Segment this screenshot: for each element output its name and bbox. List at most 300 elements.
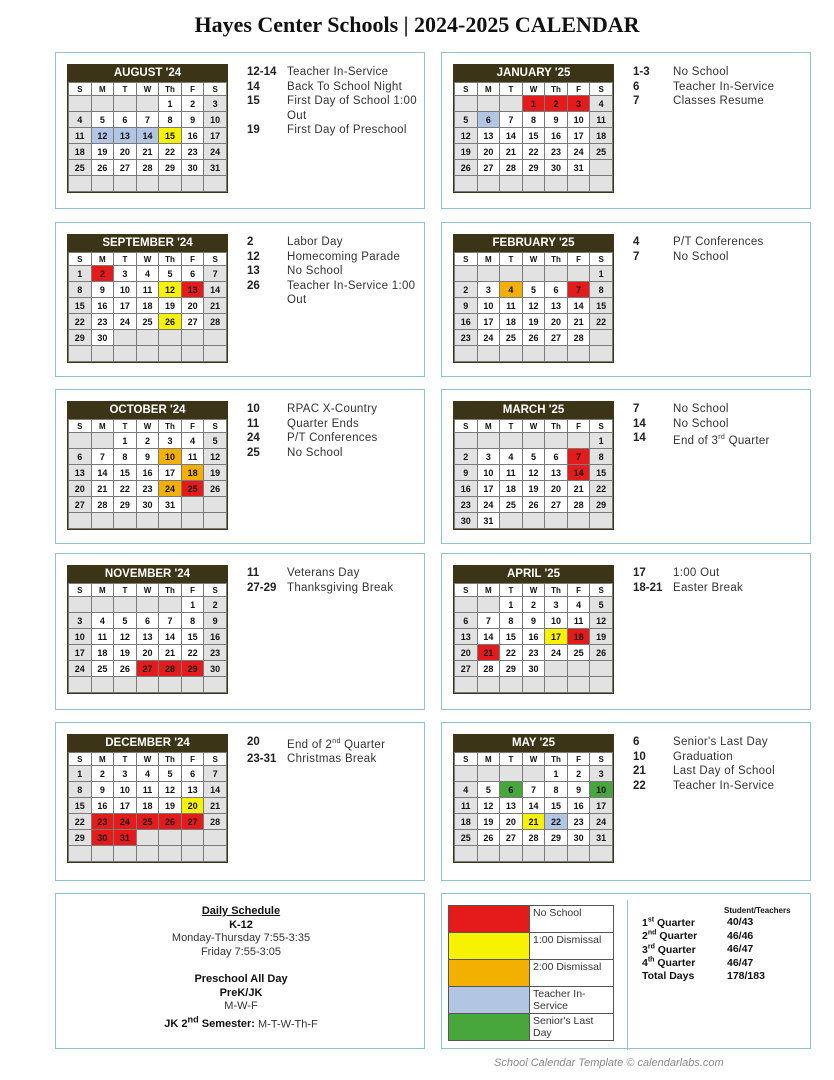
day-cell: 1 xyxy=(159,96,182,112)
empty-cell xyxy=(545,266,568,282)
day-cell: 18 xyxy=(590,128,613,144)
month-events xyxy=(247,65,427,138)
event-row xyxy=(247,279,427,308)
day-cell: 18 xyxy=(500,314,523,330)
event-row xyxy=(633,65,813,80)
day-cell: 13 xyxy=(181,282,204,298)
month-title: DECEMBER '24 xyxy=(68,735,227,752)
empty-cell xyxy=(159,330,182,346)
legend-label: 1:00 Dismissal xyxy=(530,933,614,960)
weekday-header: W xyxy=(136,584,159,597)
day-cell: 9 xyxy=(455,298,478,314)
empty-cell xyxy=(136,677,159,693)
empty-cell xyxy=(136,330,159,346)
event-date: 10 xyxy=(633,750,646,763)
empty-cell xyxy=(204,846,227,862)
empty-cell xyxy=(590,677,613,693)
daily-schedule xyxy=(56,905,426,1032)
day-cell: 4 xyxy=(590,96,613,112)
event-text: Back To School Night xyxy=(287,80,403,93)
day-cell: 20 xyxy=(545,481,568,497)
schedule-grade: K-12 xyxy=(229,918,253,931)
day-cell: 11 xyxy=(500,465,523,481)
day-cell: 21 xyxy=(204,798,227,814)
event-date: 4 xyxy=(633,236,640,248)
empty-cell xyxy=(69,433,92,449)
day-cell: 11 xyxy=(590,112,613,128)
weekday-header: F xyxy=(567,253,590,266)
day-cell: 28 xyxy=(91,497,114,513)
day-cell: 3 xyxy=(159,433,182,449)
day-cell: 22 xyxy=(590,481,613,497)
weekday-header: S xyxy=(590,420,613,433)
weekday-header: Th xyxy=(159,584,182,597)
day-cell: 23 xyxy=(91,314,114,330)
schedule-preschool: Preschool All Day xyxy=(194,973,288,985)
empty-cell xyxy=(477,176,500,192)
day-cell: 24 xyxy=(477,497,500,513)
day-cell: 19 xyxy=(204,465,227,481)
day-cell: 19 xyxy=(522,314,545,330)
day-cell: 27 xyxy=(114,160,137,176)
day-cell: 8 xyxy=(590,449,613,465)
day-cell: 5 xyxy=(159,766,182,782)
empty-cell xyxy=(159,597,182,613)
event-date: 12-14 xyxy=(247,66,277,78)
event-date: 1-3 xyxy=(633,66,650,78)
day-cell: 16 xyxy=(545,128,568,144)
day-cell: 19 xyxy=(477,814,500,830)
day-cell: 14 xyxy=(567,298,590,314)
day-cell: 29 xyxy=(590,497,613,513)
day-cell: 16 xyxy=(567,798,590,814)
legend-label: No School xyxy=(530,906,614,933)
event-date: 6 xyxy=(633,80,640,93)
empty-cell xyxy=(114,846,137,862)
day-cell: 11 xyxy=(500,298,523,314)
event-row xyxy=(247,123,427,138)
event-text: 1:00 Out xyxy=(673,567,720,579)
day-cell: 12 xyxy=(590,613,613,629)
event-row xyxy=(247,581,427,596)
event-row xyxy=(633,402,813,417)
legend-swatch xyxy=(449,1014,530,1041)
empty-cell xyxy=(91,176,114,192)
day-cell: 1 xyxy=(522,96,545,112)
day-cell: 17 xyxy=(114,798,137,814)
month-box xyxy=(441,389,811,544)
day-cell: 8 xyxy=(590,282,613,298)
day-cell: 21 xyxy=(204,298,227,314)
weekday-header: T xyxy=(114,420,137,433)
event-row xyxy=(247,402,427,417)
empty-cell xyxy=(181,677,204,693)
day-cell: 25 xyxy=(136,314,159,330)
weekday-header: T xyxy=(500,584,523,597)
day-cell: 23 xyxy=(136,481,159,497)
event-row xyxy=(247,566,427,581)
day-cell: 25 xyxy=(181,481,204,497)
day-cell: 17 xyxy=(159,465,182,481)
month-calendar xyxy=(67,565,228,694)
empty-cell xyxy=(204,330,227,346)
weekday-header: F xyxy=(181,584,204,597)
stats-row xyxy=(642,970,765,982)
weekday-header: Th xyxy=(545,83,568,96)
empty-cell xyxy=(91,513,114,529)
empty-cell xyxy=(181,330,204,346)
month-calendar xyxy=(453,734,614,863)
day-cell: 22 xyxy=(522,144,545,160)
empty-cell xyxy=(567,176,590,192)
empty-cell xyxy=(114,346,137,362)
event-date: 7 xyxy=(633,403,640,415)
day-cell: 2 xyxy=(136,433,159,449)
empty-cell xyxy=(91,677,114,693)
day-cell: 2 xyxy=(545,96,568,112)
day-cell: 11 xyxy=(136,282,159,298)
day-cell: 3 xyxy=(114,766,137,782)
empty-cell xyxy=(545,846,568,862)
day-cell: 28 xyxy=(159,661,182,677)
weekday-header: M xyxy=(477,584,500,597)
month-box xyxy=(55,553,425,710)
day-cell: 13 xyxy=(500,798,523,814)
weekday-header: F xyxy=(567,753,590,766)
day-cell: 27 xyxy=(181,814,204,830)
event-date: 10 xyxy=(247,403,260,415)
event-row xyxy=(633,431,813,448)
empty-cell xyxy=(204,830,227,846)
empty-cell xyxy=(114,330,137,346)
event-text: No School xyxy=(287,446,343,459)
empty-cell xyxy=(590,176,613,192)
event-row xyxy=(247,431,427,446)
day-cell: 27 xyxy=(545,330,568,346)
day-cell: 8 xyxy=(181,613,204,629)
empty-cell xyxy=(545,346,568,362)
day-cell: 13 xyxy=(69,465,92,481)
weekday-header: F xyxy=(181,753,204,766)
event-date: 27-29 xyxy=(247,581,277,594)
day-cell: 10 xyxy=(545,613,568,629)
day-cell: 22 xyxy=(545,814,568,830)
day-cell: 12 xyxy=(159,282,182,298)
month-calendar xyxy=(453,401,614,530)
event-text: Christmas Break xyxy=(287,753,377,766)
day-cell: 15 xyxy=(522,128,545,144)
day-cell: 15 xyxy=(590,465,613,481)
weekday-header: S xyxy=(69,253,92,266)
day-cell: 4 xyxy=(69,112,92,128)
day-cell: 24 xyxy=(477,330,500,346)
day-cell: 24 xyxy=(69,661,92,677)
weekday-header: S xyxy=(590,584,613,597)
day-cell: 14 xyxy=(204,282,227,298)
event-date: 12 xyxy=(247,250,260,263)
day-cell: 15 xyxy=(500,629,523,645)
day-cell: 3 xyxy=(114,266,137,282)
empty-cell xyxy=(69,846,92,862)
day-cell: 26 xyxy=(455,160,478,176)
day-cell: 17 xyxy=(204,128,227,144)
weekday-header: F xyxy=(181,253,204,266)
empty-cell xyxy=(500,96,523,112)
schedule-jk-days: M-T-W-Th-F xyxy=(258,1018,318,1031)
day-cell: 20 xyxy=(69,481,92,497)
day-cell: 17 xyxy=(567,128,590,144)
empty-cell xyxy=(477,597,500,613)
day-cell: 23 xyxy=(181,144,204,160)
legend-swatch xyxy=(449,987,530,1014)
month-box xyxy=(55,722,425,881)
day-cell: 4 xyxy=(455,782,478,798)
month-box xyxy=(55,222,425,377)
day-cell: 15 xyxy=(114,465,137,481)
day-cell: 11 xyxy=(181,449,204,465)
day-cell: 28 xyxy=(567,497,590,513)
day-cell: 25 xyxy=(91,661,114,677)
weekday-header: Th xyxy=(159,753,182,766)
event-date: 20 xyxy=(247,736,260,748)
weekday-header: S xyxy=(455,584,478,597)
event-row xyxy=(247,264,427,279)
day-cell: 20 xyxy=(181,298,204,314)
stats-label: 4th Quarter xyxy=(642,956,696,969)
weekday-header: T xyxy=(114,83,137,96)
day-cell: 14 xyxy=(567,465,590,481)
event-date: 22 xyxy=(633,779,646,792)
empty-cell xyxy=(477,266,500,282)
day-cell: 2 xyxy=(522,597,545,613)
color-legend xyxy=(448,905,614,1041)
day-cell: 25 xyxy=(136,814,159,830)
legend-box xyxy=(441,893,811,1049)
event-row xyxy=(633,250,813,265)
weekday-header: S xyxy=(69,420,92,433)
day-cell: 23 xyxy=(91,814,114,830)
day-cell: 6 xyxy=(455,613,478,629)
event-text: Teacher In-Service xyxy=(673,80,775,93)
day-cell: 26 xyxy=(204,481,227,497)
day-cell: 8 xyxy=(114,449,137,465)
empty-cell xyxy=(91,96,114,112)
day-cell: 6 xyxy=(69,449,92,465)
empty-cell xyxy=(159,346,182,362)
event-text: No School xyxy=(287,265,343,277)
day-cell: 14 xyxy=(522,798,545,814)
empty-cell xyxy=(91,846,114,862)
day-cell: 23 xyxy=(455,497,478,513)
day-cell: 5 xyxy=(522,449,545,465)
month-box xyxy=(441,222,811,377)
day-cell: 18 xyxy=(136,798,159,814)
day-cell: 16 xyxy=(522,629,545,645)
legend-label: Senior's Last Day xyxy=(530,1014,614,1041)
day-cell: 2 xyxy=(91,266,114,282)
day-cell: 10 xyxy=(159,449,182,465)
month-events xyxy=(633,65,813,109)
day-cell: 7 xyxy=(567,449,590,465)
day-cell: 20 xyxy=(545,314,568,330)
empty-cell xyxy=(545,176,568,192)
empty-cell xyxy=(500,346,523,362)
day-cell: 11 xyxy=(136,782,159,798)
day-cell: 13 xyxy=(545,298,568,314)
day-cell: 25 xyxy=(567,645,590,661)
event-date: 2 xyxy=(247,236,254,248)
day-cell: 8 xyxy=(522,112,545,128)
day-cell: 8 xyxy=(500,613,523,629)
day-cell: 19 xyxy=(522,481,545,497)
empty-cell xyxy=(522,846,545,862)
empty-cell xyxy=(181,497,204,513)
empty-cell xyxy=(136,830,159,846)
empty-cell xyxy=(500,846,523,862)
day-cell: 26 xyxy=(159,314,182,330)
month-calendar xyxy=(67,734,228,863)
weekday-header: F xyxy=(181,83,204,96)
month-title: JANUARY '25 xyxy=(454,65,613,82)
legend-divider xyxy=(627,900,628,1050)
day-cell: 29 xyxy=(69,830,92,846)
empty-cell xyxy=(136,346,159,362)
event-date: 17 xyxy=(633,567,646,579)
day-cell: 5 xyxy=(455,112,478,128)
weekday-header: S xyxy=(204,753,227,766)
event-row xyxy=(247,250,427,265)
day-cell: 14 xyxy=(500,128,523,144)
day-cell: 2 xyxy=(455,449,478,465)
empty-cell xyxy=(522,766,545,782)
day-cell: 10 xyxy=(567,112,590,128)
day-cell: 28 xyxy=(500,160,523,176)
stats-label: 3rd Quarter xyxy=(642,943,696,956)
day-cell: 4 xyxy=(136,266,159,282)
day-cell: 28 xyxy=(204,314,227,330)
empty-cell xyxy=(455,346,478,362)
schedule-heading: Daily Schedule xyxy=(201,905,281,917)
event-text: No School xyxy=(673,250,729,263)
day-cell: 21 xyxy=(567,314,590,330)
day-cell: 20 xyxy=(500,814,523,830)
legend-swatch xyxy=(449,933,530,960)
month-title: NOVEMBER '24 xyxy=(68,566,227,583)
stats-value: 178/183 xyxy=(727,970,765,982)
day-cell: 29 xyxy=(500,661,523,677)
event-text: RPAC X-Country xyxy=(287,403,378,415)
empty-cell xyxy=(114,597,137,613)
day-cell: 28 xyxy=(136,160,159,176)
empty-cell xyxy=(545,677,568,693)
day-cell: 6 xyxy=(181,766,204,782)
empty-cell xyxy=(69,96,92,112)
day-cell: 19 xyxy=(91,144,114,160)
day-cell: 23 xyxy=(545,144,568,160)
empty-cell xyxy=(500,766,523,782)
day-cell: 16 xyxy=(181,128,204,144)
day-cell: 4 xyxy=(500,282,523,298)
day-cell: 3 xyxy=(590,766,613,782)
empty-cell xyxy=(500,176,523,192)
day-cell: 16 xyxy=(455,481,478,497)
empty-cell xyxy=(91,597,114,613)
month-title: OCTOBER '24 xyxy=(68,402,227,419)
weekday-header: Th xyxy=(159,83,182,96)
day-cell: 14 xyxy=(159,629,182,645)
day-cell: 27 xyxy=(500,830,523,846)
day-cell: 31 xyxy=(590,830,613,846)
weekday-header: Th xyxy=(545,253,568,266)
event-date: 11 xyxy=(247,567,260,579)
empty-cell xyxy=(522,513,545,529)
empty-cell xyxy=(455,433,478,449)
day-cell: 9 xyxy=(455,465,478,481)
day-cell: 7 xyxy=(91,449,114,465)
event-text: Labor Day xyxy=(287,236,343,248)
month-box xyxy=(441,722,811,881)
event-row xyxy=(247,80,427,95)
day-cell: 22 xyxy=(181,645,204,661)
day-cell: 28 xyxy=(204,814,227,830)
month-events xyxy=(633,402,813,448)
empty-cell xyxy=(204,513,227,529)
event-text: End of 3rd Quarter xyxy=(673,434,770,447)
day-cell: 30 xyxy=(455,513,478,529)
day-cell: 12 xyxy=(114,629,137,645)
empty-cell xyxy=(136,176,159,192)
day-cell: 22 xyxy=(69,814,92,830)
day-cell: 24 xyxy=(114,814,137,830)
weekday-header: W xyxy=(136,753,159,766)
empty-cell xyxy=(114,513,137,529)
page-title: Hayes Center Schools | 2024-2025 CALENDAR xyxy=(194,12,640,37)
legend-swatch xyxy=(449,906,530,933)
day-cell: 21 xyxy=(477,645,500,661)
day-cell: 7 xyxy=(204,266,227,282)
day-cell: 7 xyxy=(567,282,590,298)
empty-cell xyxy=(500,513,523,529)
day-cell: 9 xyxy=(522,613,545,629)
day-cell: 22 xyxy=(159,144,182,160)
day-cell: 23 xyxy=(567,814,590,830)
day-cell: 5 xyxy=(159,266,182,282)
day-cell: 12 xyxy=(477,798,500,814)
day-cell: 9 xyxy=(91,782,114,798)
day-cell: 23 xyxy=(455,330,478,346)
weekday-header: S xyxy=(204,83,227,96)
legend-swatch xyxy=(449,960,530,987)
event-date: 13 xyxy=(247,265,260,277)
event-date: 26 xyxy=(247,279,260,292)
day-cell: 24 xyxy=(545,645,568,661)
day-cell: 6 xyxy=(181,266,204,282)
day-cell: 18 xyxy=(136,298,159,314)
day-cell: 9 xyxy=(567,782,590,798)
weekday-header: M xyxy=(477,253,500,266)
day-cell: 12 xyxy=(455,128,478,144)
day-cell: 12 xyxy=(91,128,114,144)
event-date: 14 xyxy=(633,432,646,444)
weekday-header: S xyxy=(69,584,92,597)
empty-cell xyxy=(91,433,114,449)
event-date: 24 xyxy=(247,432,260,444)
month-calendar xyxy=(67,64,228,193)
day-cell: 30 xyxy=(567,830,590,846)
day-cell: 7 xyxy=(136,112,159,128)
empty-cell xyxy=(477,96,500,112)
weekday-header: T xyxy=(114,753,137,766)
